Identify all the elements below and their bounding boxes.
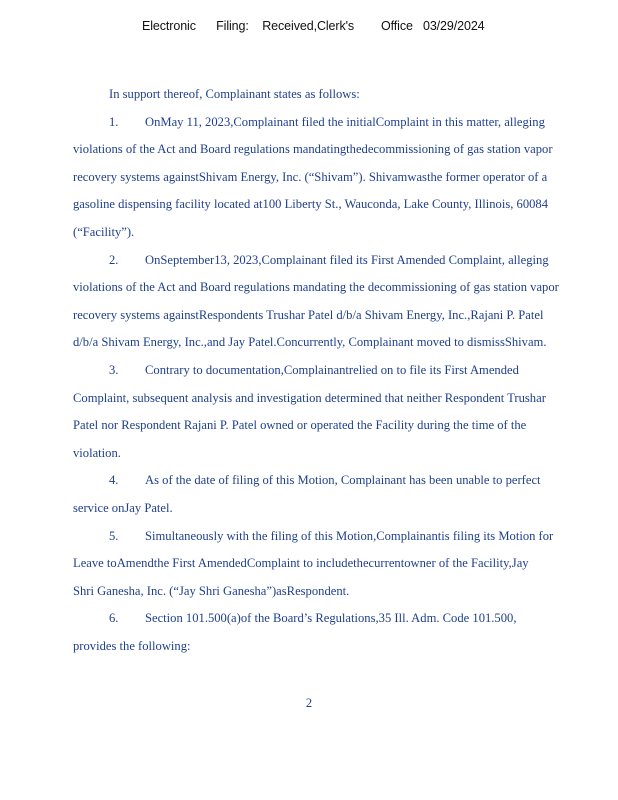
- intro-line: In support thereof, Complainant states as follows:: [109, 87, 360, 101]
- paragraph-line: [73, 523, 603, 551]
- paragraph-3: [73, 357, 603, 467]
- paragraph-text: Section 101.500(a)of the Board’s Regulations,35 Ill. Adm. Code 101.500,: [145, 611, 517, 626]
- paragraph-line: Patel nor Respondent Rajani P. Patel owned or operated the Facility during the time of the: [73, 418, 527, 433]
- paragraph-line: [73, 605, 603, 633]
- paragraph-line: Complaint, subsequent analysis and investigation determined that neither Respondent Trushar: [73, 390, 546, 405]
- paragraph-line: violation.: [73, 445, 121, 460]
- paragraph-line: violations of the Act and Board regulations mandatingthedecommissioning of gas station vapor: [73, 142, 553, 157]
- paragraph-number: 4.: [109, 473, 119, 488]
- paragraph-number: 2.: [109, 252, 119, 267]
- paragraph-line: [73, 357, 603, 385]
- paragraph-2: [73, 247, 603, 357]
- paragraph-line: gasoline dispensing facility located at100 Liberty St., Wauconda, Lake County, Illinois, 60084: [73, 197, 549, 212]
- paragraph-5: [73, 523, 603, 606]
- paragraph-line: [73, 247, 603, 275]
- paragraph-number: 5.: [109, 528, 119, 543]
- electronic-filing-header: Electronic Filing: Received,Clerk's Office 03/29/2024: [142, 19, 485, 33]
- paragraph-line: service onJay Patel.: [73, 500, 173, 515]
- paragraph-line: provides the following:: [73, 638, 191, 653]
- paragraph-1: [73, 109, 603, 247]
- paragraph-number: 3.: [109, 362, 119, 377]
- paragraph-number: 6.: [109, 611, 119, 626]
- paragraph-text: Simultaneously with the filing of this Motion,Complainantis filing its Motion for: [145, 528, 554, 543]
- paragraph-text: As of the date of filing of this Motion, Complainant has been unable to perfect: [145, 473, 541, 488]
- paragraph-line: recovery systems againstRespondents Trushar Patel d/b/a Shivam Energy, Inc.,Rajani P. Patel: [73, 307, 544, 322]
- paragraph-line: violations of the Act and Board regulations mandating the decommissioning of gas station vapor: [73, 280, 559, 295]
- paragraph-text: Contrary to documentation,Complainantrelied on to file its First Amended: [145, 362, 519, 377]
- paragraph-text: OnSeptember13, 2023,Complainant filed its First Amended Complaint, alleging: [145, 252, 549, 267]
- paragraph-line: Leave toAmendthe First AmendedComplaint to includethecurrentowner of the Facility,Jay: [73, 556, 529, 571]
- paragraph-line: Shri Ganesha, Inc. (“Jay Shri Ganesha”)asRespondent.: [73, 583, 350, 598]
- paragraph-4: [73, 467, 603, 522]
- paragraph-line: [73, 109, 603, 137]
- paragraph-6: [73, 605, 603, 660]
- paragraph-number: 1.: [109, 114, 119, 129]
- paragraph-line: (“Facility”).: [73, 224, 135, 239]
- paragraph-line: d/b/a Shivam Energy, Inc.,and Jay Patel.Concurrently, Complainant moved to dismissShivam.: [73, 335, 547, 350]
- motion-body: [73, 81, 603, 660]
- paragraph-line: [73, 467, 603, 495]
- paragraph-text: OnMay 11, 2023,Complainant filed the initialComplaint in this matter, alleging: [145, 114, 545, 129]
- page-number: 2: [305, 696, 313, 710]
- paragraph-line: recovery systems againstShivam Energy, Inc. (“Shivam”). Shivamwasthe former operator of a: [73, 169, 548, 184]
